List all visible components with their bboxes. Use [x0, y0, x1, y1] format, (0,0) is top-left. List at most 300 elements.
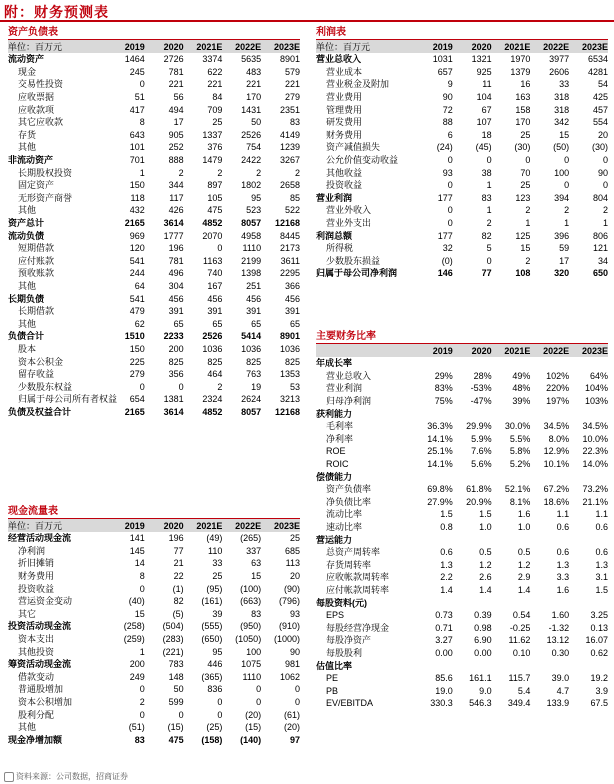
cell-value: 1.0 — [517, 522, 531, 533]
table-row — [8, 267, 300, 280]
header-row — [8, 519, 300, 532]
cell-value: 108 — [515, 268, 531, 279]
cell-value: 0 — [602, 155, 608, 166]
cell-value: 0.71 — [435, 622, 453, 633]
cell-value: 34.5% — [582, 421, 608, 432]
table-row — [316, 496, 608, 509]
title-rule — [0, 20, 614, 22]
cell-value — [530, 596, 569, 609]
cell-value: 0 — [447, 155, 453, 166]
row-label: 其他 — [18, 142, 37, 153]
cell-value: 33 — [212, 558, 223, 569]
cell-value: 75% — [434, 396, 453, 407]
cell-value: 1163 — [203, 255, 223, 266]
table-row — [316, 141, 608, 154]
cell-value: 36.3% — [427, 421, 453, 432]
row-label: 普通股增加 — [18, 684, 64, 695]
cell-value: 456 — [207, 293, 223, 304]
cell-value: 25 — [212, 117, 223, 128]
cell-value: 28% — [473, 370, 492, 381]
cell-value — [492, 357, 531, 370]
cell-value: 3614 — [163, 218, 184, 229]
cell-value: 15 — [520, 243, 531, 254]
cell-value: 0 — [178, 381, 184, 392]
cell-value: 3.1 — [595, 572, 608, 583]
cell-value: 1239 — [279, 142, 300, 153]
cell-value: 1.3 — [595, 559, 608, 570]
table-row — [316, 508, 608, 521]
cell-value: 456 — [168, 293, 184, 304]
cell-value: 39% — [512, 396, 531, 407]
table-row — [316, 470, 608, 483]
cell-value: 0 — [256, 684, 262, 695]
source-note: 资料来源：公司数据，招商证券 — [4, 771, 128, 782]
cell-value: (140) — [240, 734, 262, 745]
year-header: 2021E — [184, 40, 223, 53]
cell-value: 4852 — [202, 406, 223, 417]
year-header: 2022E — [530, 344, 569, 357]
cell-value: 10.0% — [582, 433, 608, 444]
cell-value: 27.9% — [427, 496, 453, 507]
cell-value: 249 — [129, 671, 145, 682]
cell-value: 783 — [168, 659, 184, 670]
cell-value: 781 — [168, 66, 184, 77]
row-label: 毛利率 — [326, 421, 354, 432]
table-row — [8, 292, 300, 305]
row-label: 归母净利润 — [326, 396, 372, 407]
row-label: 其他投资 — [18, 646, 55, 657]
row-label: 现金净增加额 — [8, 734, 63, 745]
table-row — [316, 533, 608, 546]
cell-value — [492, 470, 531, 483]
cell-value: 4149 — [279, 129, 300, 140]
cell-value: 2.2 — [440, 572, 453, 583]
cell-value: (910) — [278, 621, 300, 632]
cell-value: 14.1% — [427, 459, 453, 470]
cell-value: 63 — [251, 558, 262, 569]
cell-value — [453, 357, 492, 370]
cell-value: 0 — [178, 709, 184, 720]
cell-value: 121 — [592, 243, 608, 254]
row-label: 流动资产 — [8, 54, 45, 65]
cell-value — [453, 470, 492, 483]
row-label: 营业利润 — [316, 192, 353, 203]
income-statement-panel — [316, 26, 608, 280]
cell-value: 88 — [442, 117, 453, 128]
cell-value: (95) — [206, 583, 223, 594]
cell-value: 72 — [442, 104, 453, 115]
cell-value: 11 — [482, 79, 492, 90]
ratios-panel — [316, 330, 608, 710]
cell-value: -0.25 — [509, 622, 531, 633]
cell-value: 15 — [134, 608, 145, 619]
table-row — [8, 53, 300, 66]
row-label: 非流动资产 — [8, 155, 54, 166]
cell-value: 2.9 — [517, 572, 531, 583]
table-row — [316, 647, 608, 660]
cell-value: (161) — [201, 596, 223, 607]
cell-value: 1381 — [163, 394, 184, 405]
table-row — [316, 634, 608, 647]
cell-value: 318 — [554, 104, 570, 115]
cell-value: (20) — [283, 722, 300, 733]
table-row — [8, 66, 300, 79]
year-header: 2019 — [414, 344, 453, 357]
cell-value: 12.9% — [543, 446, 570, 457]
cell-value: 1 — [139, 646, 145, 657]
row-label: 负债及权益合计 — [8, 406, 72, 417]
table-row — [316, 521, 608, 534]
header-row — [316, 344, 608, 357]
table-row — [316, 672, 608, 685]
cell-value: 0 — [217, 243, 223, 254]
cell-value: 145 — [129, 545, 145, 556]
cell-value: 1036 — [241, 343, 262, 354]
cell-value: 5635 — [241, 54, 262, 65]
cell-value: 2 — [525, 255, 531, 266]
cell-value — [492, 533, 531, 546]
cell-value: 0.62 — [590, 647, 608, 658]
cell-value: 0 — [486, 155, 492, 166]
cell-value: 32 — [442, 243, 453, 254]
row-label: 长期股权投资 — [18, 167, 73, 178]
cell-value: 8057 — [241, 406, 262, 417]
table-row — [316, 229, 608, 242]
cell-value: 95 — [251, 192, 262, 203]
row-label: 归属于母公司净利润 — [316, 268, 398, 279]
cell-value: 225 — [129, 356, 145, 367]
cell-value — [530, 470, 569, 483]
row-label: 其他 — [18, 722, 37, 733]
cell-value: 25 — [520, 129, 531, 140]
table-row — [316, 584, 608, 597]
cell-value: (0) — [441, 255, 453, 266]
cell-value: 8901 — [279, 54, 300, 65]
cell-value: 19.0 — [435, 685, 453, 696]
cell-value: 3611 — [280, 255, 300, 266]
cell-value: (1050) — [235, 634, 262, 645]
cell-value: 5 — [486, 243, 492, 254]
table-row — [8, 330, 300, 343]
cell-value: 14.1% — [427, 433, 453, 444]
cell-value: (221) — [162, 646, 184, 657]
cell-value: 391 — [284, 306, 300, 317]
cell-value: 825 — [284, 356, 300, 367]
row-label: 应收帐款周转率 — [326, 572, 390, 583]
cell-value: (40) — [128, 596, 145, 607]
cell-value: 110 — [208, 545, 223, 556]
cell-value: 34 — [597, 255, 608, 266]
cell-value: 0 — [294, 684, 300, 695]
cell-value: 417 — [129, 104, 145, 115]
cell-value: 425 — [592, 92, 608, 103]
cell-value: 25 — [289, 533, 300, 544]
row-label: 长期借款 — [18, 306, 55, 317]
ratios-title: 主要财务比率 — [316, 330, 608, 344]
cell-value: 897 — [207, 180, 223, 191]
cell-value: 51 — [134, 92, 145, 103]
cell-value: 391 — [168, 306, 184, 317]
cell-value: 34.5% — [543, 421, 570, 432]
cell-value — [530, 357, 569, 370]
table-row — [8, 696, 300, 709]
cell-value: 252 — [168, 142, 184, 153]
cell-value: 905 — [168, 129, 184, 140]
cell-value: 150 — [129, 180, 145, 191]
cell-value: 0 — [256, 697, 262, 708]
cell-value: 18 — [481, 129, 492, 140]
row-label: 营运资金变动 — [18, 596, 73, 607]
cell-value: (49) — [206, 533, 223, 544]
cell-value: 22.3% — [582, 446, 608, 457]
row-label: 速动比率 — [326, 522, 363, 533]
cell-value: 2 — [178, 167, 184, 178]
cell-value: (61) — [283, 709, 300, 720]
cell-value — [530, 407, 569, 420]
table-row — [316, 166, 608, 179]
cell-value: 391 — [246, 306, 262, 317]
cell-value: 0.00 — [474, 647, 492, 658]
row-label: 营业外支出 — [326, 218, 372, 229]
row-label: 固定资产 — [18, 180, 55, 191]
row-label: 存货 — [18, 129, 37, 140]
cell-value: 2173 — [279, 243, 300, 254]
cell-value: 1510 — [124, 331, 145, 342]
cell-value: 1 — [525, 218, 531, 229]
table-row — [8, 242, 300, 255]
balance-sheet-table — [8, 40, 300, 418]
cell-value: 177 — [437, 230, 453, 241]
cell-value: 0 — [217, 709, 223, 720]
table-row — [316, 78, 608, 91]
cell-value: 685 — [284, 545, 300, 556]
row-label: 短期借款 — [18, 243, 55, 254]
row-label: 公允价值变动收益 — [326, 155, 399, 166]
table-row — [316, 559, 608, 572]
year-header: 2023E — [261, 519, 300, 532]
cell-value: 342 — [554, 117, 570, 128]
cell-value: 70 — [520, 167, 531, 178]
cell-value — [569, 470, 608, 483]
row-label: 股本 — [18, 343, 37, 354]
cell-value: 120 — [129, 243, 145, 254]
cell-value: 806 — [592, 230, 608, 241]
unit-label: 单位：百万元 — [8, 519, 106, 532]
row-label: 投资收益 — [18, 583, 55, 594]
row-label: 其他 — [18, 205, 37, 216]
cell-value: 2165 — [124, 406, 145, 417]
cell-value: 83% — [434, 383, 453, 394]
cell-value: 0 — [602, 180, 608, 191]
year-header: 2021E — [492, 40, 531, 53]
cell-value: 11.62 — [508, 635, 531, 646]
cell-value: 3213 — [279, 394, 300, 405]
header-row — [316, 40, 608, 53]
table-row — [8, 708, 300, 721]
row-label: 折旧摊销 — [18, 558, 55, 569]
cell-value: 1337 — [202, 129, 223, 140]
cell-value: 0 — [294, 697, 300, 708]
cell-value — [414, 659, 453, 672]
row-label: 筹资活动现金流 — [8, 659, 72, 670]
cell-value: 100 — [554, 167, 570, 178]
cell-value: 97 — [289, 734, 300, 745]
cell-value: 30.0% — [504, 421, 531, 432]
cell-value: 1062 — [279, 671, 300, 682]
row-label: 营业外收入 — [326, 205, 372, 216]
table-row — [8, 229, 300, 242]
cell-value: 0.00 — [435, 647, 453, 658]
row-label: 每股资料(元) — [316, 597, 367, 608]
cell-value: 161.1 — [469, 673, 492, 684]
cell-value: 163 — [515, 92, 531, 103]
cell-value: 356 — [168, 369, 184, 380]
table-row — [8, 406, 300, 419]
cell-value — [453, 407, 492, 420]
cell-value: 1.1 — [595, 509, 608, 520]
cell-value: 2526 — [202, 331, 223, 342]
cash-flow-table — [8, 519, 300, 746]
row-label: PB — [326, 685, 339, 696]
cell-value: 65 — [212, 318, 223, 329]
row-label: 股利分配 — [18, 709, 55, 720]
cell-value: 763 — [246, 369, 262, 380]
table-row — [8, 217, 300, 230]
cell-value: 457 — [592, 104, 608, 115]
table-row — [8, 255, 300, 268]
table-row — [316, 571, 608, 584]
cell-value — [530, 659, 569, 672]
cell-value: 0.98 — [474, 622, 492, 633]
cell-value: 1036 — [202, 343, 223, 354]
cell-value: 33 — [559, 79, 570, 90]
row-label: 财务费用 — [326, 129, 363, 140]
cell-value: 49% — [512, 370, 531, 381]
cell-value: 104 — [476, 92, 492, 103]
cell-value: 825 — [168, 356, 184, 367]
cell-value: 59 — [559, 243, 570, 254]
cell-value: 554 — [592, 117, 608, 128]
cell-value: 25 — [520, 180, 531, 191]
cell-value: 464 — [207, 369, 223, 380]
table-row — [316, 66, 608, 79]
table-row — [8, 721, 300, 734]
cell-value — [414, 407, 453, 420]
cell-value: (1) — [172, 583, 184, 594]
cell-value: 61.8% — [466, 484, 492, 495]
cell-value: (20) — [245, 709, 262, 720]
table-row — [8, 305, 300, 318]
year-header: 2023E — [261, 40, 300, 53]
table-row — [316, 192, 608, 205]
table-row — [8, 343, 300, 356]
cell-value: 83 — [251, 608, 262, 619]
row-label: 投资收益 — [326, 180, 363, 191]
cell-value: 83 — [289, 117, 300, 128]
cell-value: 888 — [168, 155, 184, 166]
cell-value: 5414 — [241, 331, 262, 342]
row-label: 营业总收入 — [326, 370, 372, 381]
cell-value: 2 — [525, 205, 531, 216]
cell-value: 102% — [546, 370, 570, 381]
table-row — [8, 570, 300, 583]
cell-value: 8.1% — [509, 496, 531, 507]
row-label: 净负债比率 — [326, 496, 372, 507]
cell-value — [492, 596, 531, 609]
table-row — [8, 557, 300, 570]
cell-value: 0 — [139, 684, 145, 695]
cell-value: (15) — [167, 722, 184, 733]
row-label: 资产减值损失 — [326, 142, 381, 153]
cell-value: 103% — [584, 396, 608, 407]
cell-value: 20 — [597, 129, 608, 140]
table-row — [8, 141, 300, 154]
year-header: 2022E — [530, 40, 569, 53]
cell-value: 1075 — [241, 659, 262, 670]
cell-value: 330.3 — [430, 698, 453, 709]
cell-value: (90) — [283, 583, 300, 594]
cell-value: -47% — [470, 396, 492, 407]
cell-value: 0.39 — [474, 610, 492, 621]
cell-value: 0 — [525, 155, 531, 166]
cell-value: 133.9 — [546, 698, 570, 709]
cell-value: 496 — [168, 268, 184, 279]
cell-value: 446 — [207, 659, 223, 670]
cell-value: 1353 — [279, 369, 300, 380]
cell-value: 115.7 — [508, 673, 531, 684]
table-row — [316, 697, 608, 710]
cell-value: 64% — [589, 370, 608, 381]
row-label: 净利率 — [326, 433, 354, 444]
year-header: 2020 — [145, 40, 184, 53]
cell-value: 0 — [217, 697, 223, 708]
row-label: 资产负债率 — [326, 484, 372, 495]
cell-value: 1.6 — [517, 509, 531, 520]
cell-value: 50 — [251, 117, 262, 128]
row-label: 营业成本 — [326, 66, 363, 77]
cell-value — [569, 659, 608, 672]
cell-value: 82 — [481, 230, 492, 241]
cell-value: 77 — [481, 268, 492, 279]
row-label: 负债合计 — [8, 331, 45, 342]
table-row — [8, 154, 300, 167]
cell-value: 14 — [134, 558, 145, 569]
cell-value: 1.4 — [517, 584, 531, 595]
cell-value: 456 — [284, 293, 300, 304]
cell-value: 0.6 — [556, 547, 570, 558]
table-row — [316, 179, 608, 192]
year-header: 2021E — [184, 519, 223, 532]
cell-value: 113 — [285, 558, 300, 569]
cell-value: 6.90 — [474, 635, 492, 646]
cell-value: 69.8% — [427, 484, 453, 495]
cell-value: 1 — [486, 205, 492, 216]
cell-value: 12168 — [274, 406, 300, 417]
cell-value: 0.6 — [556, 522, 570, 533]
cell-value: 0 — [564, 180, 570, 191]
cell-value: 3977 — [549, 54, 570, 65]
cell-value: (258) — [123, 621, 145, 632]
cell-value: 5.9% — [471, 433, 492, 444]
cell-value: (30) — [514, 142, 531, 153]
cell-value: 65 — [289, 318, 300, 329]
cell-value: 220% — [546, 383, 570, 394]
cell-value — [414, 596, 453, 609]
cell-value: 2 — [294, 167, 300, 178]
row-label: 其他收益 — [326, 167, 363, 178]
table-row — [8, 78, 300, 91]
cell-value: 1 — [486, 180, 492, 191]
